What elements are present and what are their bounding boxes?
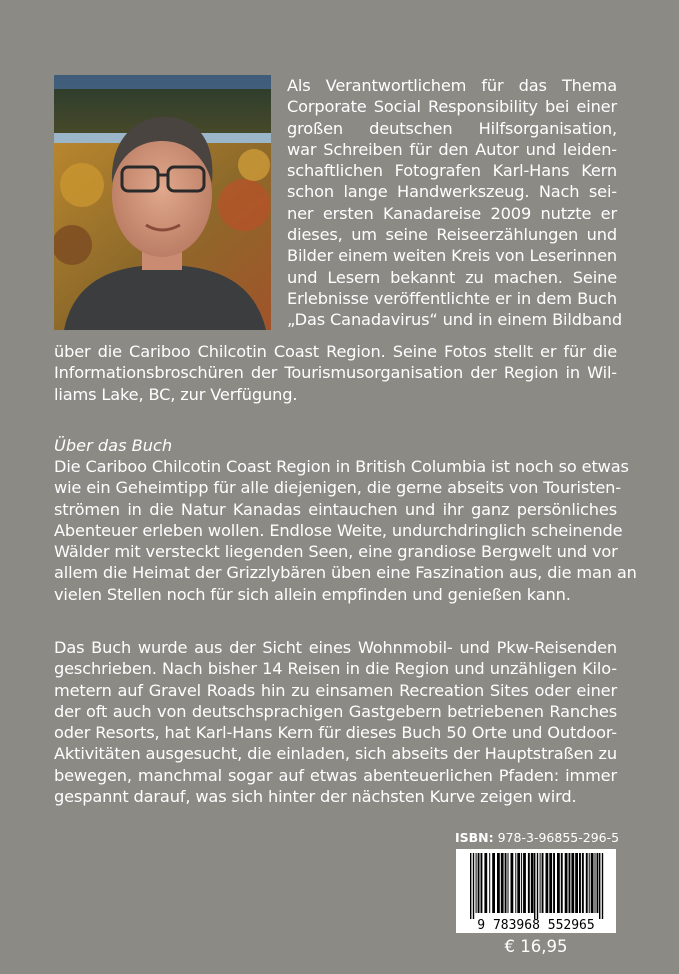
barcode-bar	[542, 853, 544, 913]
isbn-prefix: ISBN:	[455, 830, 494, 845]
about-heading: Über das Buch	[54, 436, 173, 455]
bio-line: liams Lake, BC, zur Verfügung.	[54, 384, 298, 404]
barcode	[456, 849, 616, 933]
bio-line: Informationsbroschüren der Tourismusorganisation der Region in Wil-	[54, 363, 617, 383]
book-line: bewegen, manchmal sogar auf etwas abenteuerlichen Pfaden: immer	[54, 765, 617, 785]
bio-line: großen deutschen Hilfsorganisation,	[287, 118, 617, 138]
barcode-bar	[501, 853, 504, 913]
barcode-bar	[602, 853, 603, 919]
barcode-bar	[497, 853, 500, 913]
barcode-bar	[517, 853, 520, 913]
barcode-digits: 9 783968 552965	[477, 918, 595, 933]
book-line: Das Buch wurde aus der Sicht eines Wohnmobil- und Pkw-Reisenden	[54, 638, 617, 657]
book-paragraph	[54, 637, 617, 807]
book-line: Aktivitäten ausgesucht, die einladen, sich abseits der Hauptstraßen zu	[54, 744, 617, 764]
bio-line: schaftlichen Fotografen Karl-Hans Kern	[287, 161, 617, 181]
barcode-bar	[553, 853, 555, 913]
barcode-bars	[470, 853, 603, 919]
barcode-bar	[589, 853, 590, 913]
isbn-number: 978-3-96855-296-5	[497, 830, 620, 845]
book-line: gespannt darauf, was sich hinter der nächsten Kurve zeigen wird.	[54, 787, 577, 807]
book-line: oder Resorts, hat Karl-Hans Kern für dieses Buch 50 Orte und Outdoor-	[54, 723, 617, 743]
barcode-bar	[473, 853, 474, 919]
barcode-bar	[591, 853, 594, 913]
barcode-bar	[557, 853, 560, 913]
barcode-bar	[484, 853, 487, 913]
bio-line: und Lesern bekannt zu machen. Seine	[287, 267, 617, 287]
barcode-bar	[505, 853, 507, 913]
barcode-bar	[571, 853, 574, 913]
barcode-bar	[476, 853, 477, 913]
author-bio-top	[287, 75, 623, 331]
barcode-bar	[534, 853, 535, 919]
barcode-bar	[561, 853, 563, 913]
about-line: Abenteuer erleben wollen. Endlose Weite, undurchdringlich scheinende	[54, 520, 623, 540]
bio-line: über die Cariboo Chilcotin Coast Region. Seine Fotos stellt er für die	[54, 342, 617, 361]
barcode-bar	[582, 853, 584, 913]
barcode-bar	[595, 853, 596, 913]
book-line: der oft auch von deutschsprachigen Gastgebern betriebenen Ranches	[54, 701, 617, 721]
barcode-bar	[508, 853, 509, 913]
book-line: metern auf Gravel Roads hin zu einsamen Recreation Sites oder einer	[54, 680, 617, 700]
about-line: wie ein Geheimtipp für alle diejenigen, die gerne abseits von Touristen-	[54, 478, 621, 498]
barcode-bar	[597, 853, 599, 913]
barcode-bar	[481, 853, 483, 913]
barcode-bar	[565, 853, 568, 913]
barcode-bar	[511, 853, 514, 913]
barcode-bar	[546, 853, 549, 913]
about-paragraph	[54, 456, 637, 605]
bio-line: Bilder einem weiten Kreis von Leserinnen	[287, 246, 617, 266]
about-line: vielen Stellen noch für sich allein empfinden und genießen kann.	[54, 584, 571, 604]
isbn-label	[455, 830, 620, 846]
price: € 16,95	[504, 937, 568, 956]
author-photo	[54, 75, 271, 330]
about-line: Die Cariboo Chilcotin Coast Region in British Columbia ist noch so etwas	[54, 457, 629, 476]
bio-line: dieses, um seine Reiseerzählungen und	[287, 225, 617, 245]
bio-line: Erlebnisse veröffentlichte er in dem Buch	[287, 288, 617, 308]
bio-line: ner ersten Kanadareise 2009 nutzte er	[287, 203, 617, 223]
barcode-bar	[523, 853, 526, 913]
barcode-bar	[569, 853, 571, 913]
barcode-bar	[599, 853, 600, 919]
bio-line: schon lange Handwerkszeug. Nach sei-	[287, 182, 617, 202]
barcode-bar	[521, 853, 522, 913]
barcode-bar	[478, 853, 480, 913]
barcode-bar	[470, 853, 471, 919]
bio-line: „Das Canadavirus“ und in einem Bildband	[287, 310, 623, 330]
barcode-bar	[489, 853, 490, 913]
about-line: allem die Heimat der Grizzlybären üben eine Faszination aus, die man an	[54, 563, 637, 583]
barcode-bar	[540, 853, 541, 913]
barcode-bar	[579, 853, 581, 913]
barcode-bar	[549, 853, 552, 913]
book-line: geschrieben. Nach bisher 14 Reisen in die Region und unzähligen Kilo-	[54, 659, 617, 679]
barcode-bar	[531, 853, 534, 913]
barcode-bar	[528, 853, 530, 913]
bio-line: Corporate Social Responsibility bei einer	[287, 97, 617, 117]
barcode-bar	[586, 853, 588, 913]
about-line: Wälder mit versteckt liegenden Seen, eine grandiose Bergwelt und vor	[54, 542, 618, 562]
barcode-bar	[537, 853, 538, 919]
bio-line: Als Verantwortlichem für das Thema	[287, 76, 617, 95]
barcode-bar	[575, 853, 578, 913]
author-bio-bottom	[54, 341, 617, 405]
about-line: strömen in die Natur Kanadas eintauchen und ihr ganz persönliches	[54, 499, 617, 519]
barcode-bar	[492, 853, 495, 913]
bio-line: war Schreiben für den Autor und leiden-	[287, 139, 617, 159]
barcode-bar	[515, 853, 516, 913]
